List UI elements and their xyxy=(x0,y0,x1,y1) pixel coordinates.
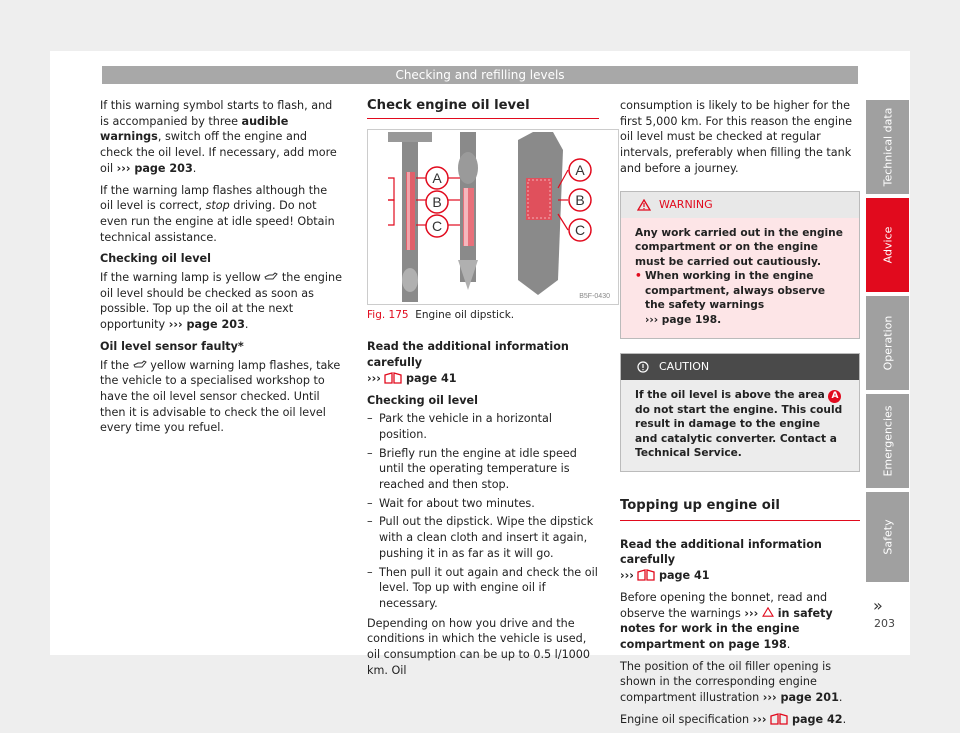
section-divider xyxy=(367,118,599,119)
caution-header: CAUTION xyxy=(621,354,859,380)
page-header: Checking and refilling levels xyxy=(102,66,858,84)
list-item: – Wait for about two minutes. xyxy=(367,496,599,512)
list-item: – Park the vehicle in a horizontal position. xyxy=(367,411,599,442)
caution-box xyxy=(620,353,860,472)
book-icon xyxy=(770,713,788,725)
figure-code: B5F-0430 xyxy=(579,292,610,300)
paragraph: If the yellow warning lamp flashes, take the vehicle to a specialised workshop to have the oil level sensor checked. Until then it is advisable to check the oil level every time you refuel. xyxy=(100,358,341,435)
list-item: – Briefly run the engine at idle speed until the operating temperature is reached and then stop. xyxy=(367,446,599,493)
page-link[interactable]: ››› page 198. xyxy=(645,314,722,327)
page-link[interactable]: ››› page 203 xyxy=(116,161,193,175)
label-c: C xyxy=(574,221,586,238)
label-a-badge: A xyxy=(828,390,841,403)
warning-box xyxy=(620,191,860,339)
label-b: B xyxy=(575,191,585,208)
figure-caption: Fig. 175 Engine oil dipstick. xyxy=(367,308,515,321)
column-2 xyxy=(367,98,610,684)
page-link[interactable]: in safety notes for work in the engine compartment on page 198 xyxy=(620,606,833,651)
warning-triangle-icon xyxy=(762,607,774,617)
warning-header: WARNING xyxy=(621,192,859,218)
column-3 xyxy=(620,98,860,733)
tab-advice[interactable]: Advice xyxy=(866,198,909,292)
tab-emergencies[interactable]: Emergencies xyxy=(866,394,909,488)
paragraph: Engine oil specification ››› page 42. xyxy=(620,712,847,726)
caution-body: If the oil level is above the area A do not start the engine. This could result in damage to the engine and catalytic converter. Contact a Technical Service. xyxy=(621,380,859,471)
paragraph: The position of the oil filler opening is shown in the corresponding engine compartment illustration ››› page 201. xyxy=(620,659,843,705)
oil-lamp-icon xyxy=(264,272,278,281)
page-number: 203 xyxy=(874,617,895,630)
paragraph: consumption is likely to be higher for the first 5,000 km. For this reason the engine oil level must be checked at regular intervals, preferably when filling the tank and before a journey. xyxy=(620,99,852,175)
section-title: Topping up engine oil xyxy=(620,498,780,514)
read-more-ref[interactable]: ››› page 41 xyxy=(367,371,457,385)
label-b: B xyxy=(432,193,442,210)
section-divider xyxy=(620,520,860,521)
label-c: C xyxy=(431,217,443,234)
read-more: Read the additional information carefully xyxy=(620,537,822,567)
tab-operation[interactable]: Operation xyxy=(866,296,909,390)
warning-triangle-icon xyxy=(637,199,651,211)
book-icon xyxy=(637,569,655,581)
column-1 xyxy=(100,98,342,442)
oil-lamp-icon xyxy=(133,360,147,369)
page-link[interactable]: ››› page 201 xyxy=(762,691,839,705)
continue-arrow: » xyxy=(873,596,883,615)
read-more: Read the additional information carefully xyxy=(367,340,569,370)
paragraph: If the warning lamp is yellow the engine oil level should be checked as soon as possible. Top up the oil at the next opportunity ››› page 203. xyxy=(100,271,342,332)
section-title: Check engine oil level xyxy=(367,98,530,113)
page-link[interactable]: page 42 xyxy=(788,712,843,726)
dipstick-illustration xyxy=(368,130,618,304)
read-more-ref[interactable]: ››› page 41 xyxy=(620,569,710,583)
tab-safety[interactable]: Safety xyxy=(866,492,909,582)
caution-icon xyxy=(637,361,649,373)
list-item: – Then pull it out again and check the oil level. Top up with engine oil if necessary. xyxy=(367,565,599,612)
dipstick-figure xyxy=(367,129,619,305)
subheading: Checking oil level xyxy=(100,252,211,266)
label-a: A xyxy=(432,169,442,186)
tab-technical-data[interactable]: Technical data xyxy=(866,100,909,194)
paragraph: If this warning symbol starts to flash, and is accompanied by three audible warnings, switch off the engine and check the oil level. If necessary, add more oil ››› page 203. xyxy=(100,99,337,175)
subheading: Checking oil level xyxy=(367,393,478,407)
label-a: A xyxy=(575,161,585,178)
paragraph: Before opening the bonnet, read and observe the warnings ››› in safety notes for work in the engine compartment on page 198. xyxy=(620,590,833,651)
list-item: – Pull out the dipstick. Wipe the dipstick with a clean cloth and insert it again, pushing it in as far as it will go. xyxy=(367,514,599,561)
paragraph: If the warning lamp flashes although the oil level is correct, stop driving. Do not even run the engine at idle speed! Obtain technical assistance. xyxy=(100,183,335,244)
subheading: Oil level sensor faulty* xyxy=(100,339,244,353)
book-icon xyxy=(384,372,402,384)
warning-body: Any work carried out in the engine compartment or on the engine must be carried out cautiously. • When working in the engine compartment, always observe the safety warnings ››› page 198. xyxy=(621,218,859,338)
paragraph: Depending on how you drive and the conditions in which the vehicle is used, oil consumption can be up to 0.5 l/1000 km. Oil xyxy=(367,616,591,677)
page-link[interactable]: ››› page 203 xyxy=(168,318,245,332)
